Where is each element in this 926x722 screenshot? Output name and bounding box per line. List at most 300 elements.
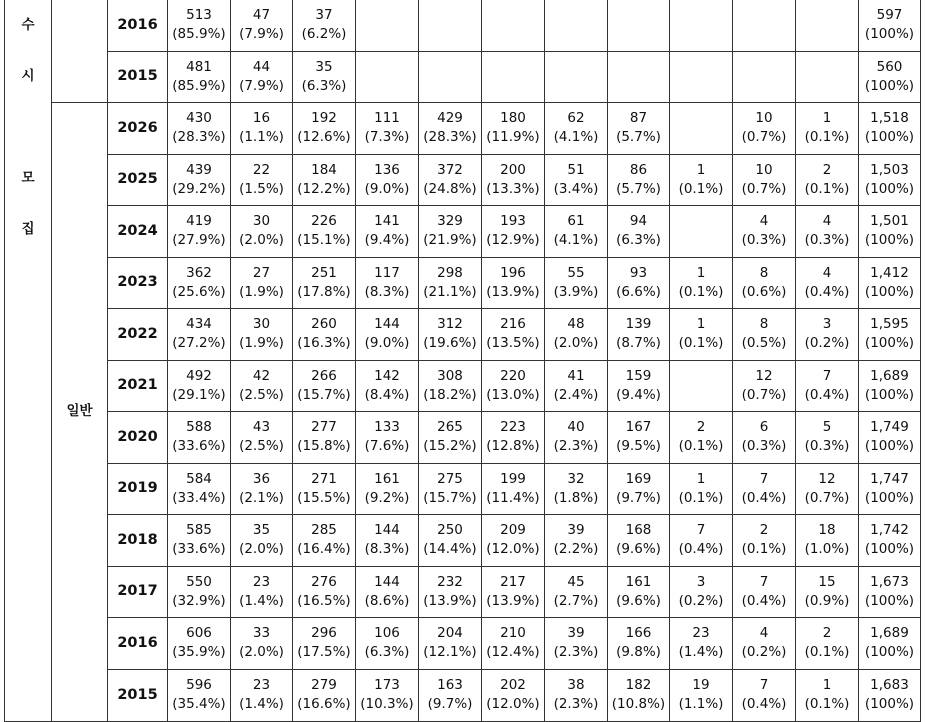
cell-percent: (14.4%) <box>423 541 477 558</box>
data-cell <box>356 154 419 206</box>
data-cell <box>608 257 670 309</box>
data-cell <box>608 51 670 103</box>
cell-percent: (11.4%) <box>486 489 540 506</box>
cell-percent: (1.1%) <box>239 129 284 146</box>
cell-count: 23 <box>252 573 271 590</box>
cell-count: 51 <box>567 161 585 178</box>
total-cell <box>859 0 921 51</box>
cell-count: 33 <box>252 625 271 642</box>
cell-percent: (15.2%) <box>423 438 477 455</box>
cell-percent: (0.6%) <box>741 283 787 300</box>
data-cell <box>545 103 608 155</box>
data-cell <box>168 206 231 258</box>
data-cell <box>545 412 608 464</box>
cell-percent: (100%) <box>864 696 915 712</box>
data-cell <box>482 360 545 412</box>
data-cell <box>168 360 231 412</box>
cell-count: 173 <box>374 677 400 693</box>
cell-percent: (0.4%) <box>741 489 787 506</box>
table-row <box>5 206 921 258</box>
cell-count: 7 <box>759 573 769 590</box>
cell-count: 167 <box>625 419 652 436</box>
data-cell <box>796 515 859 567</box>
data-cell <box>231 566 293 618</box>
cell-percent: (9.0%) <box>364 335 410 352</box>
data-cell <box>733 669 796 721</box>
cell-count: 35 <box>252 522 271 539</box>
data-cell <box>168 257 231 309</box>
cell-percent: (0.7%) <box>741 129 787 146</box>
cell-count: 61 <box>567 213 585 230</box>
data-cell <box>419 309 482 361</box>
table-row <box>5 669 921 721</box>
cell-count: 12 <box>818 470 836 487</box>
cell-percent: (85.9%) <box>172 26 226 43</box>
cell-count: 4 <box>822 264 832 281</box>
cell-percent: (29.2%) <box>172 180 226 197</box>
data-cell <box>168 154 231 206</box>
data-cell <box>231 463 293 515</box>
cell-percent: (6.3%) <box>616 232 661 249</box>
cell-percent: (2.1%) <box>239 489 284 506</box>
cell-percent: (0.9%) <box>804 592 850 609</box>
cell-percent: (0.3%) <box>741 232 787 249</box>
cell-percent: (12.0%) <box>486 541 540 558</box>
data-cell <box>356 103 419 155</box>
cell-count: 94 <box>629 213 648 230</box>
data-cell <box>670 618 733 670</box>
data-cell <box>168 566 231 618</box>
cell-count: 27 <box>252 264 271 281</box>
cell-count: 47 <box>252 7 271 24</box>
cell-count: 32 <box>567 470 585 487</box>
data-cell <box>608 206 670 258</box>
cell-count: 585 <box>186 522 212 539</box>
cell-percent: (12.1%) <box>423 644 477 661</box>
table-row <box>5 515 921 567</box>
cell-count: 1,501 <box>870 213 909 230</box>
cell-count: 44 <box>252 58 271 75</box>
cell-percent: (15.1%) <box>297 232 351 249</box>
cell-count: 4 <box>822 213 832 230</box>
cell-count: 271 <box>311 470 337 487</box>
table-row <box>5 51 921 103</box>
cell-count: 7 <box>822 367 832 384</box>
data-cell <box>670 103 733 155</box>
data-cell <box>293 618 356 670</box>
cell-count: 276 <box>311 573 337 590</box>
data-cell <box>796 669 859 721</box>
data-cell <box>733 566 796 618</box>
cell-percent: (3.4%) <box>553 180 599 197</box>
data-cell <box>482 206 545 258</box>
cell-percent: (0.1%) <box>804 180 850 197</box>
data-cell <box>231 0 293 51</box>
data-cell <box>168 103 231 155</box>
data-cell <box>419 257 482 309</box>
data-cell <box>796 0 859 51</box>
data-cell <box>670 206 733 258</box>
year-cell: 2016 <box>108 618 168 670</box>
data-cell <box>608 154 670 206</box>
cell-percent: (0.3%) <box>741 438 787 455</box>
year-cell: 2016 <box>108 0 168 51</box>
cell-percent: (100%) <box>864 180 915 197</box>
cell-percent: (13.9%) <box>486 283 540 300</box>
cell-percent: (9.7%) <box>427 696 473 712</box>
data-cell <box>545 154 608 206</box>
cell-count: 266 <box>311 367 337 384</box>
cell-percent: (0.2%) <box>804 335 850 352</box>
cell-percent: (2.5%) <box>239 438 284 455</box>
cell-count: 260 <box>311 316 337 333</box>
table-body <box>5 0 921 721</box>
data-cell <box>733 206 796 258</box>
data-cell <box>482 669 545 721</box>
cell-percent: (11.9%) <box>486 129 540 146</box>
data-cell <box>608 566 670 618</box>
cell-percent: (29.1%) <box>172 386 226 403</box>
cell-percent: (0.4%) <box>741 696 787 712</box>
cell-percent: (15.7%) <box>297 386 351 403</box>
cell-count: 184 <box>311 161 337 178</box>
cell-percent: (9.6%) <box>616 592 661 609</box>
data-cell <box>733 257 796 309</box>
cell-percent: (0.3%) <box>804 232 850 249</box>
cell-count: 43 <box>252 419 271 436</box>
cell-percent: (9.8%) <box>616 644 661 661</box>
data-cell <box>231 412 293 464</box>
data-cell <box>796 103 859 155</box>
data-cell <box>545 618 608 670</box>
cell-count: 220 <box>500 367 526 384</box>
cell-percent: (9.4%) <box>364 232 410 249</box>
cell-percent: (3.9%) <box>553 283 599 300</box>
data-cell <box>231 257 293 309</box>
data-cell <box>293 103 356 155</box>
total-cell <box>859 51 921 103</box>
cell-count: 1,683 <box>870 677 909 693</box>
cell-percent: (0.4%) <box>804 386 850 403</box>
data-cell <box>168 515 231 567</box>
data-cell <box>670 463 733 515</box>
total-cell <box>859 309 921 361</box>
category-label-cell <box>5 0 52 721</box>
cell-percent: (16.4%) <box>297 541 351 558</box>
cell-count: 223 <box>500 419 526 436</box>
cell-count: 6 <box>759 419 769 436</box>
cell-count: 161 <box>625 573 652 590</box>
data-cell <box>356 309 419 361</box>
cell-count: 250 <box>437 522 463 539</box>
cell-count: 87 <box>629 110 648 127</box>
cell-count: 159 <box>625 367 652 384</box>
category-label-char: 모 <box>21 170 35 186</box>
data-cell <box>356 0 419 51</box>
cell-percent: (5.7%) <box>616 180 661 197</box>
cell-percent: (19.6%) <box>423 335 477 352</box>
cell-percent: (18.2%) <box>423 386 477 403</box>
cell-count: 596 <box>186 677 212 693</box>
total-cell <box>859 515 921 567</box>
data-cell <box>419 412 482 464</box>
data-cell <box>796 360 859 412</box>
total-cell <box>859 412 921 464</box>
cell-count: 1,689 <box>870 625 909 642</box>
cell-count: 180 <box>500 110 526 127</box>
data-cell <box>168 463 231 515</box>
data-cell <box>419 515 482 567</box>
cell-percent: (13.3%) <box>486 180 540 197</box>
data-cell <box>482 103 545 155</box>
table-row <box>5 360 921 412</box>
data-cell <box>356 515 419 567</box>
cell-percent: (15.5%) <box>297 489 351 506</box>
cell-count: 209 <box>500 522 526 539</box>
cell-count: 1 <box>696 161 706 178</box>
cell-percent: (8.3%) <box>364 283 410 300</box>
cell-count: 39 <box>567 625 585 642</box>
data-cell <box>231 206 293 258</box>
data-cell <box>293 154 356 206</box>
cell-count: 285 <box>311 522 337 539</box>
cell-count: 2 <box>759 522 769 539</box>
cell-percent: (4.1%) <box>553 129 599 146</box>
data-cell <box>482 257 545 309</box>
cell-count: 513 <box>186 7 212 24</box>
cell-percent: (1.9%) <box>239 283 284 300</box>
cell-percent: (0.1%) <box>678 335 724 352</box>
cell-percent: (15.7%) <box>423 489 477 506</box>
data-cell <box>231 103 293 155</box>
cell-percent: (13.0%) <box>486 386 540 403</box>
cell-count: 23 <box>692 625 710 642</box>
cell-count: 1 <box>696 316 706 333</box>
cell-count: 36 <box>252 470 271 487</box>
data-cell <box>733 360 796 412</box>
data-cell <box>356 566 419 618</box>
data-cell <box>293 51 356 103</box>
data-cell <box>168 0 231 51</box>
cell-percent: (0.1%) <box>804 644 850 661</box>
data-cell <box>482 0 545 51</box>
data-cell <box>608 463 670 515</box>
cell-count: 597 <box>876 7 903 24</box>
cell-count: 106 <box>374 625 400 642</box>
cell-percent: (10.3%) <box>360 696 414 712</box>
cell-percent: (12.6%) <box>297 129 351 146</box>
cell-count: 1 <box>696 264 706 281</box>
year-cell: 2015 <box>108 51 168 103</box>
cell-percent: (8.6%) <box>364 592 410 609</box>
data-cell <box>796 309 859 361</box>
cell-count: 584 <box>186 470 212 487</box>
cell-percent: (16.3%) <box>297 335 351 352</box>
data-cell <box>733 154 796 206</box>
cell-percent: (0.1%) <box>678 283 724 300</box>
data-cell <box>419 463 482 515</box>
table-row <box>5 618 921 670</box>
cell-count: 133 <box>374 419 400 436</box>
cell-count: 93 <box>629 264 648 281</box>
cell-percent: (0.1%) <box>804 129 850 146</box>
year-cell: 2026 <box>108 103 168 155</box>
data-cell <box>545 515 608 567</box>
total-cell <box>859 618 921 670</box>
cell-percent: (21.9%) <box>423 232 477 249</box>
data-cell <box>419 154 482 206</box>
cell-percent: (35.9%) <box>172 644 226 661</box>
data-cell <box>608 0 670 51</box>
cell-count: 37 <box>315 7 333 24</box>
data-cell <box>356 257 419 309</box>
cell-count: 202 <box>500 677 526 693</box>
year-cell: 2021 <box>108 360 168 412</box>
data-cell <box>545 51 608 103</box>
cell-percent: (27.2%) <box>172 335 226 352</box>
data-cell <box>356 360 419 412</box>
year-cell: 2023 <box>108 257 168 309</box>
data-cell <box>231 154 293 206</box>
cell-count: 45 <box>567 573 585 590</box>
total-cell <box>859 257 921 309</box>
data-cell <box>670 360 733 412</box>
cell-count: 1,518 <box>870 110 909 127</box>
cell-count: 3 <box>696 573 706 590</box>
cell-percent: (7.3%) <box>364 129 410 146</box>
data-cell <box>796 412 859 464</box>
data-cell <box>356 463 419 515</box>
cell-percent: (35.4%) <box>172 696 226 712</box>
cell-percent: (24.8%) <box>423 180 477 197</box>
cell-count: 265 <box>437 419 463 436</box>
cell-count: 430 <box>186 110 212 127</box>
cell-count: 12 <box>755 367 773 384</box>
cell-count: 18 <box>818 522 836 539</box>
cell-count: 161 <box>374 470 400 487</box>
data-cell <box>545 0 608 51</box>
category-label-char: 집 <box>21 221 35 237</box>
cell-percent: (8.4%) <box>364 386 410 403</box>
year-cell: 2015 <box>108 669 168 721</box>
cell-percent: (0.7%) <box>804 489 850 506</box>
cell-percent: (2.3%) <box>553 644 599 661</box>
year-cell: 2019 <box>108 463 168 515</box>
cell-count: 1,412 <box>870 264 909 281</box>
data-cell <box>670 669 733 721</box>
year-cell: 2022 <box>108 309 168 361</box>
cell-percent: (100%) <box>864 644 915 661</box>
cell-count: 232 <box>437 573 463 590</box>
data-cell <box>670 51 733 103</box>
cell-count: 15 <box>818 573 836 590</box>
cell-percent: (33.6%) <box>172 438 226 455</box>
data-cell <box>796 566 859 618</box>
cell-count: 481 <box>186 58 212 75</box>
subcategory-label: 일반 <box>52 103 108 722</box>
data-cell <box>231 515 293 567</box>
cell-percent: (17.5%) <box>297 644 351 661</box>
cell-percent: (7.9%) <box>239 77 284 94</box>
data-cell <box>293 463 356 515</box>
cell-count: 193 <box>500 213 526 230</box>
cell-percent: (0.1%) <box>678 438 724 455</box>
cell-count: 42 <box>252 367 271 384</box>
cell-percent: (28.3%) <box>423 129 477 146</box>
cell-count: 4 <box>759 213 769 230</box>
cell-percent: (12.8%) <box>486 438 540 455</box>
data-cell <box>168 618 231 670</box>
cell-count: 1,503 <box>870 161 909 178</box>
cell-percent: (8.3%) <box>364 541 410 558</box>
table-row <box>5 309 921 361</box>
cell-percent: (8.7%) <box>616 335 661 352</box>
data-cell <box>733 412 796 464</box>
cell-count: 40 <box>567 419 585 436</box>
cell-percent: (0.4%) <box>804 283 850 300</box>
cell-percent: (0.3%) <box>804 438 850 455</box>
table-row <box>5 103 921 155</box>
cell-count: 192 <box>311 110 337 127</box>
data-cell <box>419 618 482 670</box>
cell-count: 169 <box>625 470 652 487</box>
cell-count: 2 <box>822 625 832 642</box>
cell-percent: (100%) <box>864 541 915 558</box>
data-cell <box>670 412 733 464</box>
data-cell <box>733 51 796 103</box>
cell-percent: (7.6%) <box>364 438 410 455</box>
cell-count: 8 <box>759 264 769 281</box>
data-cell <box>733 103 796 155</box>
data-cell <box>419 0 482 51</box>
cell-percent: (2.0%) <box>239 232 284 249</box>
cell-percent: (6.6%) <box>616 283 661 300</box>
cell-percent: (2.0%) <box>239 541 284 558</box>
cell-count: 1,749 <box>870 419 909 436</box>
cell-percent: (100%) <box>864 438 915 455</box>
total-cell <box>859 669 921 721</box>
cell-count: 429 <box>437 110 463 127</box>
cell-percent: (1.9%) <box>239 335 284 352</box>
cell-percent: (12.4%) <box>486 644 540 661</box>
data-cell <box>482 412 545 464</box>
cell-percent: (1.4%) <box>239 592 284 609</box>
cell-count: 251 <box>311 264 337 281</box>
cell-count: 8 <box>759 316 769 333</box>
cell-percent: (9.4%) <box>616 386 661 403</box>
year-cell: 2018 <box>108 515 168 567</box>
cell-percent: (2.0%) <box>553 335 599 352</box>
cell-count: 35 <box>315 58 333 75</box>
cell-count: 1 <box>822 110 832 127</box>
cell-percent: (17.8%) <box>297 283 351 300</box>
total-cell <box>859 206 921 258</box>
data-cell <box>293 257 356 309</box>
cell-percent: (2.5%) <box>239 386 284 403</box>
cell-count: 39 <box>567 522 585 539</box>
data-cell <box>419 103 482 155</box>
data-cell <box>670 0 733 51</box>
data-cell <box>545 360 608 412</box>
data-cell <box>670 566 733 618</box>
cell-count: 1 <box>696 470 706 487</box>
data-cell <box>482 51 545 103</box>
cell-percent: (0.4%) <box>678 541 724 558</box>
cell-count: 312 <box>437 316 463 333</box>
cell-percent: (4.1%) <box>553 232 599 249</box>
cell-count: 139 <box>625 316 652 333</box>
data-cell <box>796 51 859 103</box>
